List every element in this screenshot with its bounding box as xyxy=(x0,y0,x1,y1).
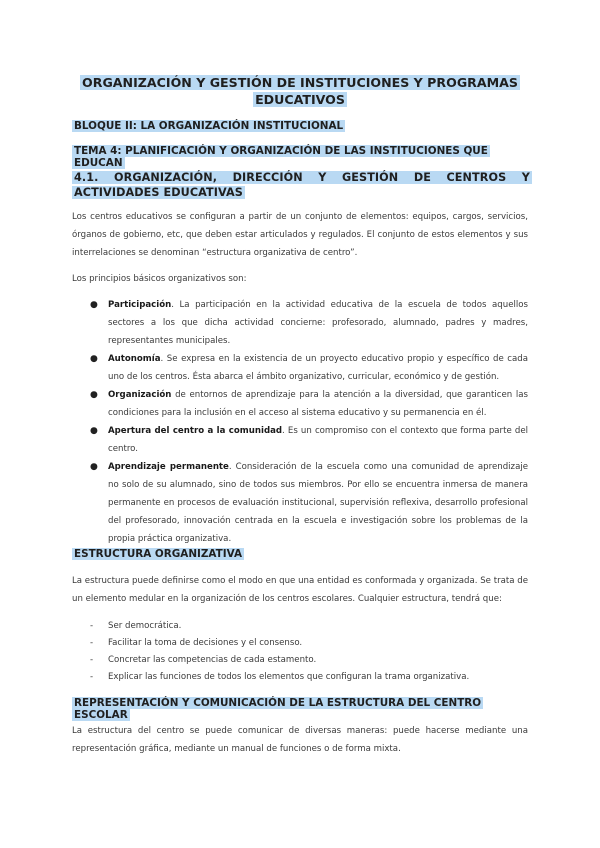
list-item xyxy=(72,350,528,386)
principle-term: Autonomía xyxy=(108,354,161,364)
principle-text: . Es un compromiso con el contexto que forma parte del centro. xyxy=(108,426,528,454)
bullet-icon: ● xyxy=(90,354,98,364)
representacion-paragraph: La estructura del centro se puede comunicar de diversas maneras: puede hacerse mediante una representación gráfica, mediante un manual de funciones o de forma mixta. xyxy=(72,726,528,754)
bullet-icon: ● xyxy=(90,426,98,436)
section-heading-organizacion: 4.1. ORGANIZACIÓN, DIRECCIÓN Y GESTIÓN DE CENTROS Y ACTIVIDADES EDUCATIVAS xyxy=(74,171,530,199)
list-item xyxy=(72,386,528,422)
list-item: - Ser democrática. xyxy=(72,618,528,635)
principle-term: Aprendizaje permanente xyxy=(108,462,229,472)
estructura-paragraph: La estructura puede definirse como el modo en que una entidad es conformada y organizada. Se trata de un elemento medular en la organización de los centros escolares. Cualquier estructura, tendrá que: xyxy=(72,576,528,604)
section-heading-representacion: REPRESENTACIÓN Y COMUNICACIÓN DE LA ESTRUCTURA DEL CENTRO ESCOLAR xyxy=(74,697,482,721)
dash-icon: - xyxy=(90,638,94,648)
dash-icon: - xyxy=(90,672,94,682)
principle-term: Organización xyxy=(108,390,172,400)
list-item xyxy=(72,458,528,548)
list-item xyxy=(72,296,528,350)
list-item: - Facilitar la toma de decisiones y el consenso. xyxy=(72,635,528,652)
list-item: - Concretar las competencias de cada estamento. xyxy=(72,652,528,669)
list-item xyxy=(72,422,528,458)
principle-term: Participación xyxy=(108,300,172,310)
dash-icon: - xyxy=(90,655,94,665)
bullet-icon: ● xyxy=(90,300,98,310)
bullet-icon: ● xyxy=(90,462,98,472)
topic-heading: TEMA 4: PLANIFICACIÓN Y ORGANIZACIÓN DE LAS INSTITUCIONES QUE EDUCAN xyxy=(74,145,488,169)
dash-icon: - xyxy=(90,621,94,631)
section-heading-estructura: ESTRUCTURA ORGANIZATIVA xyxy=(74,548,242,560)
principle-text: . La participación en la actividad educativa de la escuela de todos aquellos sectores a los que dicha actividad concierne: profesorado, alumnado, padres y madres, representantes municipales. xyxy=(108,300,528,346)
principles-intro: Los principios básicos organizativos son: xyxy=(72,274,247,284)
principle-text: . Se expresa en la existencia de un proyecto educativo propio y específico de cada uno de los centros. Ésta abarca el ámbito organizativo, curricular, económico y de gestión. xyxy=(108,354,528,382)
principle-term: Apertura del centro a la comunidad xyxy=(108,426,283,436)
principle-text: de entornos de aprendizaje para la atención a la diversidad, que garanticen las condiciones para la inclusión en el acceso al sistema educativo y su permanencia en él. xyxy=(108,390,528,418)
list-item: - Explicar las funciones de todos los elementos que configuran la trama organizativa. xyxy=(72,669,528,686)
bullet-icon: ● xyxy=(90,390,98,400)
principles-list xyxy=(72,296,528,548)
document-title: ORGANIZACIÓN Y GESTIÓN DE INSTITUCIONES Y PROGRAMAS EDUCATIVOS xyxy=(82,75,518,107)
principle-text: . Consideración de la escuela como una comunidad de aprendizaje no solo de su alumnado, sino de todos sus miembros. Por ello se encuentra inmersa de manera permanente en procesos de evaluación institucional, supervisión reflexiva, desarrollo profesional del profesorado, innovación centrada en la escuela e investigación sobre los problemas de la propia práctica organizativa. xyxy=(108,462,529,544)
block-heading: BLOQUE II: LA ORGANIZACIÓN INSTITUCIONAL xyxy=(74,120,344,132)
intro-paragraph: Los centros educativos se configuran a partir de un conjunto de elementos: equipos, cargos, servicios, órganos de gobierno, etc, que deben estar articulados y regulados. El conjunto de estos elementos y sus interrelaciones se denominan “estructura organizativa de centro”. xyxy=(72,212,528,258)
requirements-list xyxy=(72,618,528,686)
